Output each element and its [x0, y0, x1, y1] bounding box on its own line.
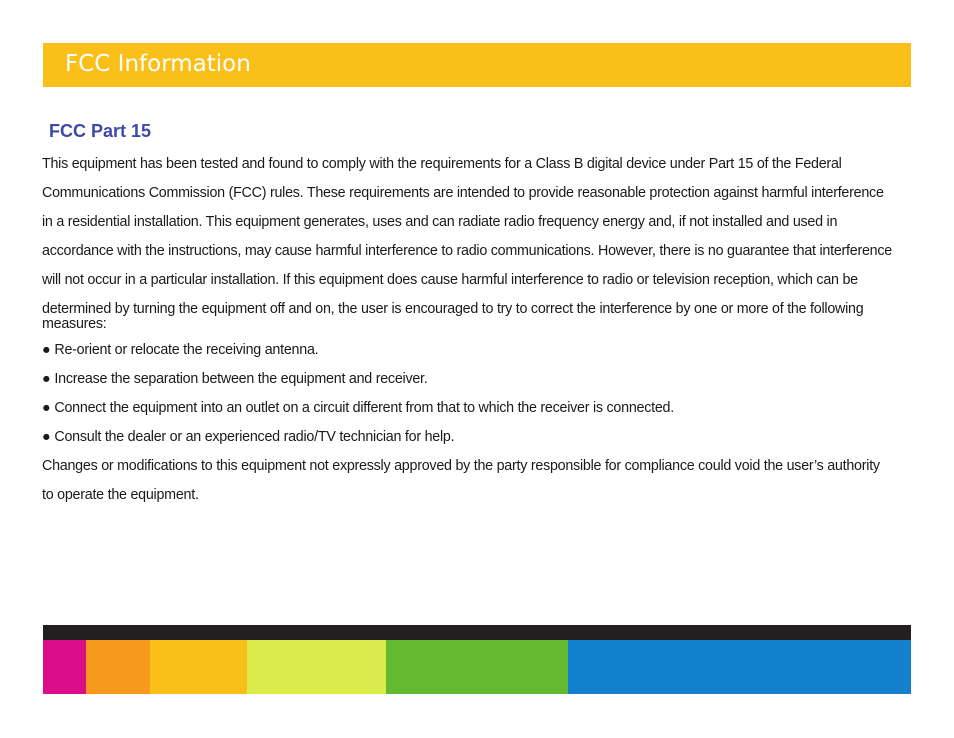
section-heading: FCC Part 15 [49, 121, 152, 141]
stripe-yellow [150, 640, 247, 694]
text-line: This equipment has been tested and found to comply with the requirements for a Class B digital device under Part 15 of the Federal [42, 156, 842, 172]
text-line: Communications Commission (FCC) rules. These requirements are intended to provide reasonable protection against harmful interference [42, 185, 884, 201]
text-line: in a residential installation. This equipment generates, uses and can radiate radio frequency energy and, if not installed and used in [42, 214, 838, 230]
list-item-text: Connect the equipment into an outlet on a circuit different from that to which the receiver is connected. [54, 400, 674, 416]
stripe-magenta [43, 640, 86, 694]
body-text [42, 150, 924, 510]
text-line: measures: [42, 316, 107, 332]
measures-list [42, 336, 924, 452]
stripe-lime [247, 640, 386, 694]
header-bar [43, 43, 911, 87]
stripe-green [386, 640, 568, 694]
text-line: accordance with the instructions, may cause harmful interference to radio communications. However, there is no guarantee that interference [42, 243, 892, 259]
paragraph-modifications [42, 452, 924, 510]
text-line: will not occur in a particular installation. If this equipment does cause harmful interference to radio or television reception, which can be [42, 272, 858, 288]
list-item [42, 394, 924, 423]
stripe-orange [86, 640, 150, 694]
footer-color-stripes [43, 640, 911, 694]
bullet-icon: ● [42, 342, 51, 358]
list-item-text: Increase the separation between the equipment and receiver. [54, 371, 428, 387]
page-title: FCC Information [65, 51, 251, 77]
bullet-icon: ● [42, 371, 51, 387]
list-item [42, 423, 924, 452]
stripe-blue [568, 640, 911, 694]
text-line: Changes or modifications to this equipment not expressly approved by the party responsible for compliance could void the user’s authority [42, 458, 880, 474]
bullet-icon: ● [42, 429, 51, 445]
text-line: determined by turning the equipment off and on, the user is encouraged to try to correct the interference by one or more of the following [42, 301, 864, 317]
list-item-text: Re-orient or relocate the receiving antenna. [54, 342, 319, 358]
bullet-icon: ● [42, 400, 51, 416]
paragraph-intro [42, 150, 924, 332]
list-item [42, 365, 924, 394]
list-item-text: Consult the dealer or an experienced radio/TV technician for help. [54, 429, 455, 445]
text-line: to operate the equipment. [42, 487, 199, 503]
footer-dark-band [43, 625, 911, 640]
list-item [42, 336, 924, 365]
